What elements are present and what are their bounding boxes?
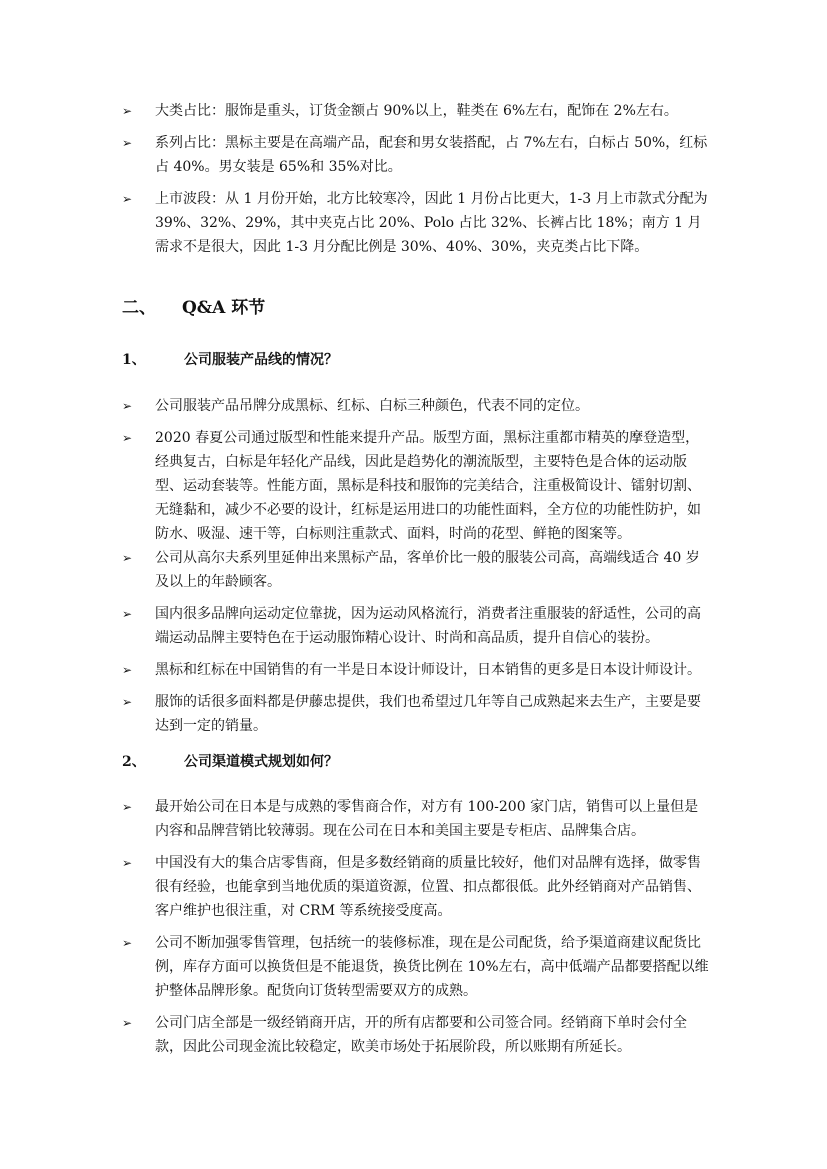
- arrow-bullet-icon: ➢: [122, 431, 133, 445]
- bullet-text: 国内很多品牌向运动定位靠拢，因为运动风格流行，消费者注重服装的舒适性，公司的高端运动品牌主要特色在于运动服饰精心设计、时尚和高品质，提升自信心的装扮。: [155, 606, 701, 646]
- list-item: [122, 931, 712, 1003]
- question-heading: [122, 348, 338, 372]
- bullet-text: 公司不断加强零售管理，包括统一的装修标准，现在是公司配货，给予渠道商建议配货比例，库存方面可以换货但是不能退货，换货比例在 10%左右，高中低端产品都要搭配以维护整体品牌形象。配货向订货转型需要双方的成熟。: [155, 935, 709, 999]
- section-title: Q&A 环节: [182, 298, 266, 318]
- bullet-text: 黑标和红标在中国销售的有一半是日本设计师设计，日本销售的更多是日本设计师设计。: [155, 662, 701, 678]
- question-heading: [122, 750, 338, 774]
- list-item: [122, 690, 712, 738]
- arrow-bullet-icon: ➢: [122, 800, 133, 814]
- list-item: [122, 1011, 712, 1059]
- bullet-text: 系列占比：黑标主要是在高端产品，配套和男女装搭配，占 7%左右，白标占 50%，红标占 40%。男女装是 65%和 35%对比。: [155, 135, 708, 175]
- section-heading: [122, 294, 265, 322]
- arrow-bullet-icon: ➢: [122, 551, 133, 565]
- arrow-bullet-icon: ➢: [122, 695, 133, 709]
- arrow-bullet-icon: ➢: [122, 663, 133, 677]
- question-title: 公司渠道模式规划如何？: [184, 754, 338, 770]
- bullet-text: 公司从高尔夫系列里延伸出来黑标产品，客单价比一般的服装公司高，高端线适合 40 岁及以上的年龄顾客。: [155, 550, 700, 590]
- arrow-bullet-icon: ➢: [122, 856, 133, 870]
- question-title: 公司服装产品线的情况？: [184, 352, 338, 368]
- arrow-bullet-icon: ➢: [122, 399, 133, 413]
- arrow-bullet-icon: ➢: [122, 136, 133, 150]
- arrow-bullet-icon: ➢: [122, 607, 133, 621]
- list-item: [122, 795, 712, 843]
- bullet-text: 公司服装产品吊牌分成黑标、红标、白标三种颜色，代表不同的定位。: [155, 398, 589, 414]
- bullet-text: 中国没有大的集合店零售商，但是多数经销商的质量比较好，他们对品牌有选择，做零售很有经验，也能拿到当地优质的渠道资源，位置、扣点都很低。此外经销商对产品销售、客户维护也很注重，对 CRM 等系统接受度高。: [155, 855, 701, 919]
- bullet-text: 大类占比：服饰是重头，订货金额占 90%以上，鞋类在 6%左右，配饰在 2%左右。: [155, 103, 678, 119]
- list-item: [122, 187, 712, 259]
- list-item: [122, 602, 712, 650]
- list-item: [122, 131, 712, 179]
- list-item: [122, 658, 712, 682]
- question-number: 2、: [122, 754, 146, 770]
- arrow-bullet-icon: ➢: [122, 192, 133, 206]
- bullet-text: 服饰的话很多面料都是伊藤忠提供，我们也希望过几年等自己成熟起来去生产，主要是要达到一定的销量。: [155, 694, 701, 734]
- arrow-bullet-icon: ➢: [122, 936, 133, 950]
- list-item: [122, 394, 712, 418]
- bullet-text: 2020 春夏公司通过版型和性能来提升产品。版型方面，黑标注重都市精英的摩登造型，经典复古，白标是年轻化产品线，因此是趋势化的潮流版型，主要特色是合体的运动版型、运动套装等。性能方面，黑标是科技和服饰的完美结合，注重极简设计、镭射切割、无缝黏和，减少不必要的设计，红标是运用进口的功能性面料，全方位的功能性防护，如防水、吸湿、速干等，白标则注重款式、面料，时尚的花型、鲜艳的图案等。: [155, 430, 701, 542]
- bullet-text: 公司门店全部是一级经销商开店，开的所有店都要和公司签合同。经销商下单时会付全款，因此公司现金流比较稳定，欧美市场处于拓展阶段，所以账期有所延长。: [155, 1015, 687, 1055]
- list-item: [122, 546, 712, 594]
- section-number: 二、: [122, 298, 156, 318]
- arrow-bullet-icon: ➢: [122, 1016, 133, 1030]
- arrow-bullet-icon: ➢: [122, 104, 133, 118]
- list-item: [122, 851, 712, 923]
- list-item: [122, 426, 712, 546]
- bullet-text: 上市波段：从 1 月份开始，北方比较寒冷，因此 1 月份占比更大，1-3 月上市款式分配为 39%、32%、29%，其中夹克占比 20%、Polo 占比 32%、长裤占比 18%；南方 1 月需求不是很大，因此 1-3 月分配比例是 30%、40%、30%，夹克类占比下降。: [155, 191, 708, 255]
- bullet-text: 最开始公司在日本是与成熟的零售商合作，对方有 100-200 家门店，销售可以上量但是内容和品牌营销比较薄弱。现在公司在日本和美国主要是专柜店、品牌集合店。: [155, 799, 699, 839]
- question-number: 1、: [122, 352, 146, 368]
- list-item: [122, 99, 712, 123]
